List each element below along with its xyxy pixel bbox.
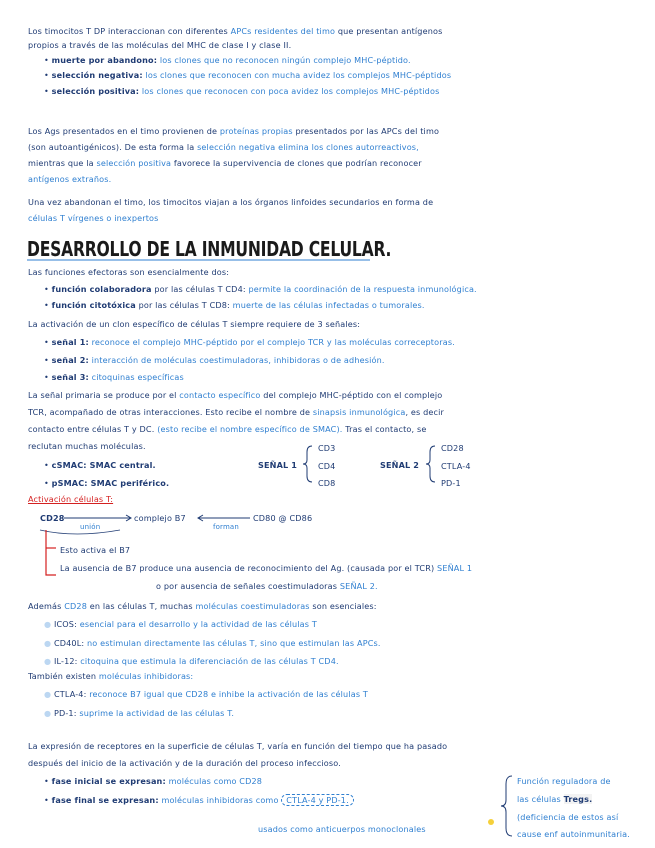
senal-para-line-2: TCR, acompañado de otras interacciones. Esto recibe el nombre de sinapsis inmunológica, es decir [28, 407, 445, 417]
expresion-line-1: La expresión de receptores en la superficie de células T, varía en función del tiempo que ha pasado [28, 741, 448, 751]
ademas-lead: Además CD28 en las células T, muchas moléculas coestimuladoras son esenciales: [28, 601, 377, 611]
intro-line-1: Los timocitos T DP interaccionan con diferentes APCs residentes del timo que presentan antígenos [28, 26, 443, 36]
para2-line-5: Una vez abandonan el timo, los timocitos viajan a los órganos linfoides secundarios en forma de [28, 197, 434, 207]
senal-para-line-3: contacto entre células T y DC. (esto recibe el nombre específico de SMAC). Tras el contacto, se [28, 424, 427, 434]
senal-1-item: • señal 1: reconoce el complejo MHC-péptido por el complejo TCR y las moléculas correceptoras. [44, 337, 455, 347]
side-note-4: cause enf autoinmunitaria. [517, 829, 630, 839]
senal-para-line-4: reclutan muchas moléculas. [28, 441, 146, 451]
senal1-box-item: CD4 [318, 461, 336, 471]
senal-3-item: • señal 3: citoquinas específicas [44, 372, 184, 382]
intro-line-2: propios a través de las moléculas del MHC de clase I y clase II. [28, 40, 292, 50]
union-label: unión [80, 523, 101, 531]
forman-label: forman [213, 523, 239, 531]
senal2-box-item: CD28 [441, 443, 464, 453]
section-title: DESARROLLO DE LA INMUNIDAD CELULAR. [27, 237, 392, 261]
intro-bullet-2: • selección negativa: los clones que reconocen con mucha avidez los complejos MHC-péptidos [44, 70, 452, 80]
para2-line-2: (son autoantigénicos). De esta forma la selección negativa elimina los clones autorreactivos, [28, 142, 419, 152]
ausencia-line-2: o por ausencia de señales coestimuladoras SEÑAL 2. [156, 581, 378, 591]
para2-line-4: antígenos extraños. [28, 174, 112, 184]
intro-bullet-3: • selección positiva: los clones que reconocen con poca avidez los complejos MHC-péptidos [44, 86, 440, 96]
ademas-item-1: ● ICOS: esencial para el desarrollo y la actividad de las células T [44, 619, 317, 629]
inhib-item-1: ● CTLA-4: reconoce B7 igual que CD28 e inhibe la activación de las células T [44, 689, 369, 699]
intro-bullet-1: • muerte por abandono: los clones que no reconocen ningún complejo MHC-péptido. [44, 55, 411, 65]
senal2-box-label: SEÑAL 2 [380, 460, 420, 470]
inhib-item-2: ● PD-1: suprime la actividad de las células T. [44, 708, 235, 718]
para2-line-3: mientras que la selección positiva favorece la supervivencia de clones que podrían reconocer [28, 158, 422, 168]
senal2-box-item: PD-1 [441, 478, 461, 488]
senal-para-line-1: La señal primaria se produce por el contacto específico del complejo MHC-péptido con el complejo [28, 390, 443, 400]
senal1-box-item: CD8 [318, 478, 336, 488]
senal1-brace [303, 446, 312, 482]
monoclonal-note: usados como anticuerpos monoclonales [258, 824, 426, 834]
inhibitor-molecules-circled: CTLA-4 y PD-1. [281, 794, 354, 806]
cd28-label: CD28 [40, 513, 65, 523]
activacion-t-heading: Activación células T: [28, 494, 114, 504]
senal-2-item: • señal 2: interacción de moléculas coestimuladoras, inhibidoras o de adhesión. [44, 355, 385, 365]
expresion-bullet-2: • fase final se expresan: moléculas inhibidoras como CTLA-4 y PD-1. [44, 795, 354, 806]
red-bracket [46, 530, 56, 575]
activa-b7: Esto activa el B7 [60, 545, 131, 555]
b7-label: complejo B7 [134, 513, 186, 523]
psmac-item: • pSMAC: SMAC periférico. [44, 478, 170, 488]
para2-line-1: Los Ags presentados en el timo provienen de proteínas propias presentados por las APCs del timo [28, 126, 440, 136]
func-bullet-1: • función colaboradora por las células T CD4: permite la coordinación de la respuesta inmunológica. [44, 284, 477, 294]
func-lead: Las funciones efectoras son esencialmente dos: [28, 267, 230, 277]
expresion-line-2: después del inicio de la activación y de la duración del proceso infeccioso. [28, 758, 341, 768]
union-curve [40, 530, 120, 534]
csmac-item: • cSMAC: SMAC central. [44, 460, 156, 470]
side-note-2: las células Tregs. [517, 794, 593, 804]
activacion-lead: La activación de un clon específico de células T siempre requiere de 3 señales: [28, 319, 361, 329]
senal1-box-item: CD3 [318, 443, 336, 453]
para2-line-6: células T vírgenes o inexpertos [28, 213, 159, 223]
senal1-box-label: SEÑAL 1 [258, 460, 298, 470]
senal2-box-item: CTLA-4 [441, 461, 471, 471]
func-bullet-2: • función citotóxica por las células T CD8: muerte de las células infectadas o tumorales. [44, 300, 425, 310]
senal2-brace [426, 446, 435, 482]
ademas-item-3: ● IL-12: citoquina que estimula la diferenciación de las células T CD4. [44, 656, 339, 666]
cd80-label: CD80 @ CD86 [253, 513, 313, 523]
expresion-bullet-1: • fase inicial se expresan: moléculas como CD28 [44, 776, 263, 786]
ausencia-line-1: La ausencia de B7 produce una ausencia de reconocimiento del Ag. (causada por el TCR) SEÑAL 1 [60, 563, 473, 573]
side-note-1: Función reguladora de [517, 776, 611, 786]
ademas-item-2: ● CD40L: no estimulan directamente las células T, sino que estimulan las APCs. [44, 638, 381, 648]
side-note-3: (deficiencia de estos así [517, 812, 619, 822]
inhib-lead: También existen moléculas inhibidoras: [28, 671, 194, 681]
side-note-brace [501, 776, 512, 836]
